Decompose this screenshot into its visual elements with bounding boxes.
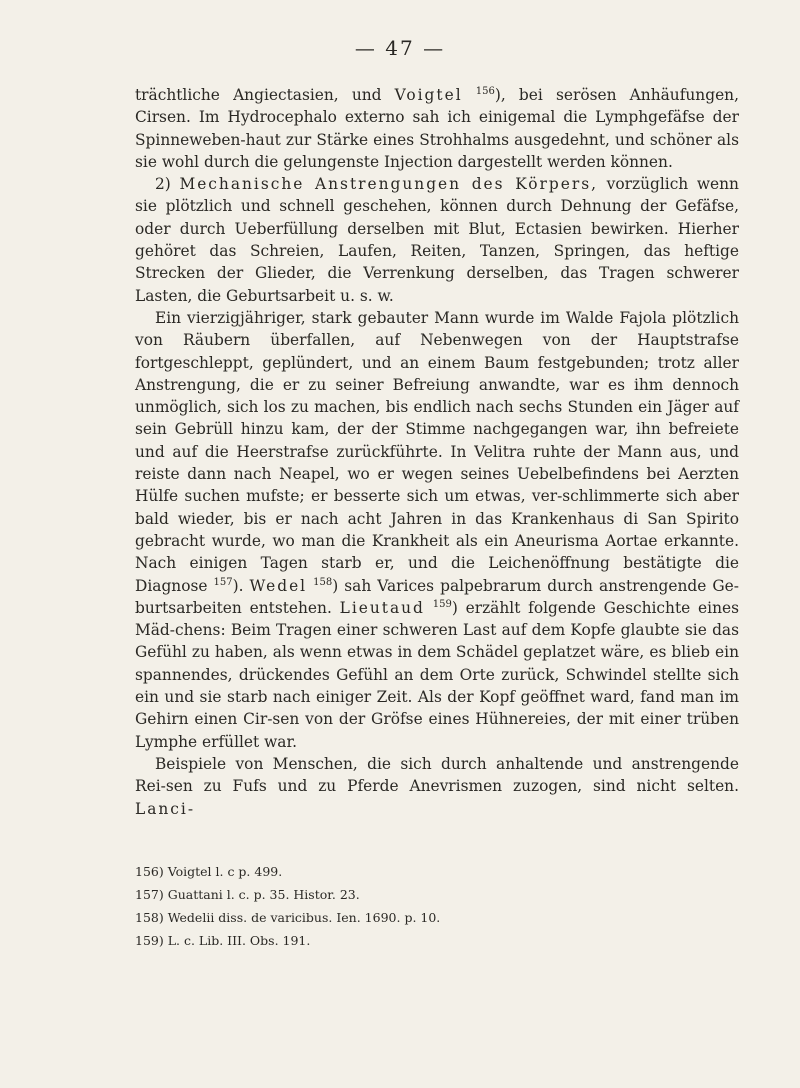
text-run: ) erzählt folgende Geschichte eines Mäd-chens: Beim Tragen einer schweren Last auf dem Kopfe glaubte sie das Gefühl zu haben, als wenn etwas in dem Schädel geplatzet wäre, es blieb ein spannendes, drückendes Gefühl an dem Orte zurück, Schwindel stellte sich ein und sie starb nach einiger Zeit. Als der Kopf geöffnet ward, fand man im Gehirn einen Cir-sen von der Gröfse eines Hühnereies, der mit einer trüben Lymphe erfüllet war. [135, 598, 739, 751]
text-run: trächtliche Angiectasien, und [135, 86, 395, 104]
text-run: Ein vierzigjähriger, stark gebauter Mann wurde im Walde Fajola plötzlich von Räubern überfallen, auf Nebenwegen von der Hauptstrafse fortgeschleppt, geplündert, und an einem Baum festgebunden; trotz aller Anstrengung, die er zu seiner Befreiung anwandte, war es ihm dennoch unmöglich, sich los zu machen, bis endlich nach sechs Stunden ein Jäger auf sein Gebrüll hinzu kam, der der Stimme nachgegangen war, ihn befreiete und auf die Heerstrafse zurückführte. In Velitra ruhte der Mann aus, und reiste dann nach Neapel, wo er wegen seines Uebelbefindens bei Aerzten Hülfe suchen mufste; er besserte sich um etwas, ver-schlimmerte sich aber bald wieder, bis er nach acht Jahren in das Krankenhaus di San Spirito gebracht wurde, wo man die Krankheit als ein Aneurisma Aortae erkannte. Nach einigen Tagen starb er, und die Leichenöffnung bestätigte die Diagnose [135, 308, 739, 595]
paragraph [135, 84, 739, 173]
footnote-ref: 156 [475, 85, 495, 97]
footnote-157: 157) Guattani l. c. p. 35. Histor. 23. [135, 887, 360, 902]
text-run: vorzüglich wenn sie plötzlich und schnell geschehen, können durch Dehnung der Gefäfse, oder durch Ueberfüllung derselben mit Blut, Ectasien bewirken. Hierher gehöret das Schreien, Laufen, Reiten, Tanzen, Springen, das heftige Strecken der Glieder, die Verrenkung derselben, das Tragen schwerer Lasten, die Geburtsarbeit u. s. w. [135, 175, 739, 305]
spaced-name: Lanci- [135, 799, 196, 818]
footnote-ref: 158 [313, 576, 333, 588]
footnote-156: 156) Voigtel l. c p. 499. [135, 864, 283, 879]
text-run [425, 599, 433, 617]
spaced-name: Lieutaud [339, 598, 425, 617]
page-number: — 47 — [354, 36, 446, 60]
paragraph [135, 173, 739, 307]
footnote-ref: 159 [432, 598, 452, 610]
text-run: ), bei serösen Anhäufungen, Cirsen. Im Hydrocephalo externo sah ich einigemal die Lymphgefäfse der Spinneweben-haut zur Stärke eines Strohhalms ausgedehnt, und schöner als sie wohl durch die gelungenste Injection dargestellt werden können. [135, 86, 739, 171]
footnote-158: 158) Wedelii diss. de varicibus. Ien. 1690. p. 10. [135, 910, 441, 925]
footnotes [135, 860, 739, 952]
text-run [463, 86, 476, 104]
spaced-name: Wedel [249, 576, 308, 595]
text-run: 2) [155, 175, 180, 194]
text-run: ) sah Varices palpebrarum durch anstrengende Ge-burtsarbeiten entstehen. [135, 576, 739, 617]
body-text [135, 84, 739, 820]
spaced-name: Mechanische Anstrengungen des Körpers, [179, 175, 599, 194]
footnote-159: 159) L. c. Lib. III. Obs. 191. [135, 933, 311, 948]
footnote-ref: 157 [213, 576, 233, 588]
text-run: ). [232, 576, 250, 595]
paragraph [135, 307, 739, 753]
spaced-name: Voigtel [394, 86, 463, 104]
text-run: Beispiele von Menschen, die sich durch anhaltende und anstrengende Rei-sen zu Fufs und zu Pferde Anevrismen zuzogen, sind nicht selten. [135, 754, 739, 796]
paragraph [135, 753, 739, 820]
